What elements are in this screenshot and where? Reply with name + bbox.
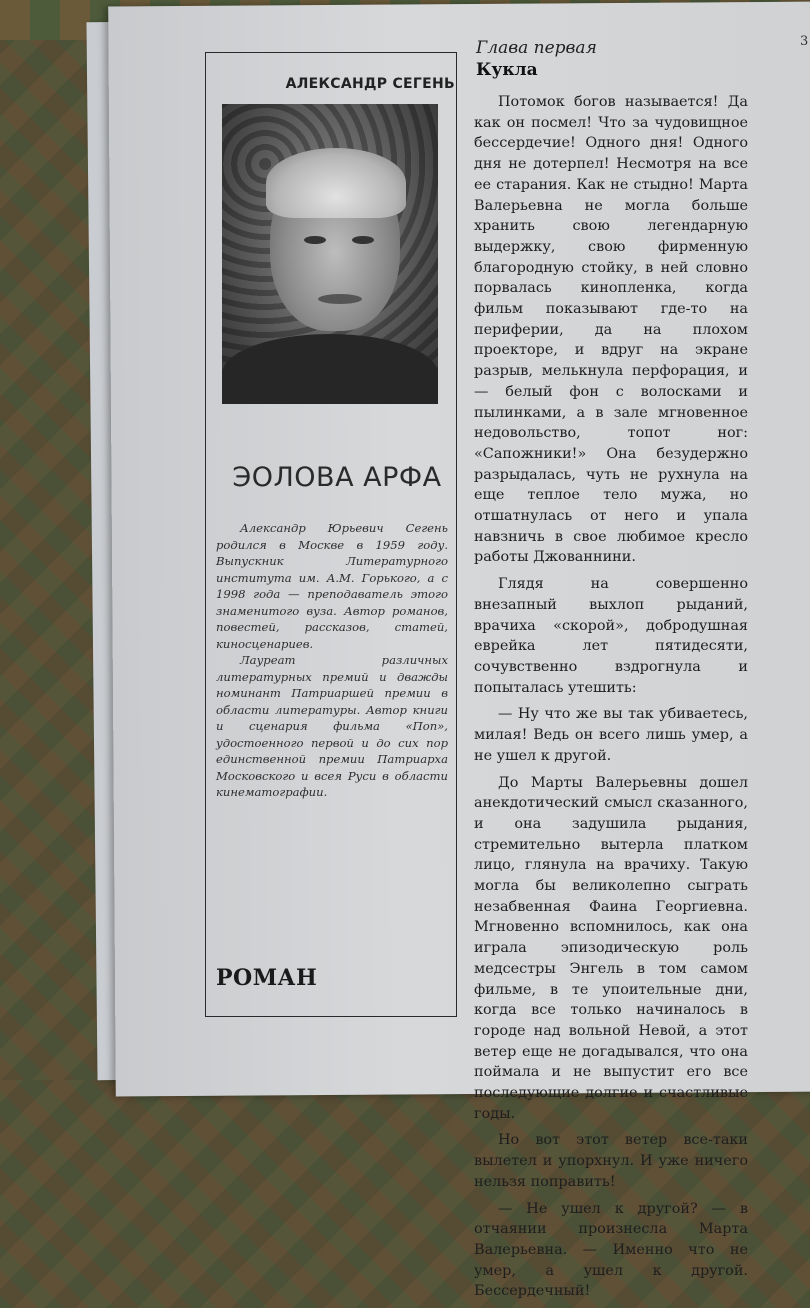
text-paragraph: — Ну что же вы так убиваетесь, милая! Ведь он всего лишь умер, а не ушел к другой. [474,706,748,764]
text-paragraph: Но вот этот ветер все-таки вылетел и упорхнул. И уже ничего нельзя поправить! [474,1132,748,1190]
text-paragraph: Глядя на совершенно внезапный выхлоп рыданий, врачиха «скорой», добродушная еврейка лет пятидесяти, сочувственно вздрогнула и попыталась утешить: [474,576,748,696]
text-paragraph: До Марты Валерьевны дошел анекдотический смысл сказанного, и она задушила рыдания, стремительно вытерла платком лицо, глянула на врачиху. Такую могла бы великолепно сыграть незабвенная Фаина Георгиевна. Мгновенно вспомнилось, как она играла эпизодическую роль медсестры Энгель в том самом фильме, в те упоительные дни, когда все только начиналось в городе над вольной Невой, а этот ветер еще не догадывался, что она поймала и не выпустит его все последующие долгие и счастливые годы. [474,774,748,1122]
photo-mustache [318,294,362,304]
bio-paragraph: Александр Юрьевич Сегень родился в Москве в 1959 году. Выпускник Литературного института им. А.М. Горького, а с 1998 года — преподаватель этого знаменитого вуза. Автор романов, повестей, рассказов, статей, киносценариев. [216,521,448,651]
photo-hair [266,148,406,218]
text-paragraph: Потомок богов называется! Да как он посмел! Что за чудовищное бессердечие! Одного дня! Одного дня не дотерпел! Несмотря на все ее старания. Как не стыдно! Марта Валерьевна не могла больше хранить свою легендарную выдержку, свою фирменную благородную стойку, в ней словно порвалась кинопленка, когда фильм показывают где-то на периферии, да на плохом проекторе, и вдруг на экране разрыв, мелькнула перфорация, и — белый фон с волосками и пылинками, а в зале мгновенное недовольство, топот ног: «Сапожники!» Она безудержно разрыдалась, чуть не рухнула на еще теплое тело мужа, но отшатнулась от него и упала навзничь в свое любимое кресло работы Джованнини. [474,94,748,566]
chapter-title: Кукла [476,60,538,80]
bio-paragraph: Лауреат различных литературных премий и дважды номинант Патриаршей премии в области литературы. Автор книги и сценария фильма «Поп», удостоенного первой и до сих пор единственной премии Патриарха Московского и всея Руси в области кинематографии. [216,653,448,799]
book-title: ЭОЛОВА АРФА [232,462,442,493]
chapter-number: Глава первая [476,38,597,58]
photo-shoulders [222,334,438,404]
genre-label: РОМАН [216,965,318,991]
page-number: 3 [800,34,809,49]
author-bio [216,520,448,801]
photo-right-eye [352,236,374,244]
photo-left-eye [304,236,326,244]
author-photo [222,104,438,404]
text-paragraph: — Не ушел к другой? — в отчаянии произнесла Марта Валерьевна. — Именно что не умер, а ушел к другой. Бессердечный! [474,1200,748,1300]
author-name: АЛЕКСАНДР СЕГЕНЬ [285,76,455,92]
chapter-text [474,92,748,1308]
